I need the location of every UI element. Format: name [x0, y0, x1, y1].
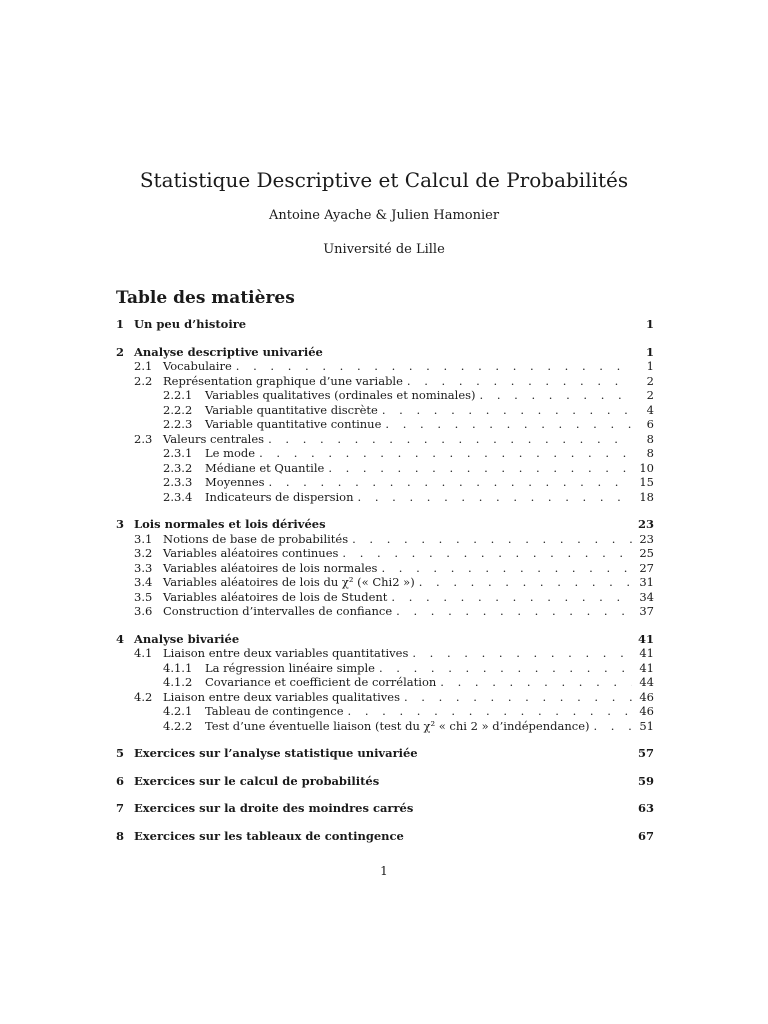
toc-leader-dots [259, 446, 632, 461]
toc-entry-title: Vocabulaire [163, 359, 232, 373]
toc-entry-page: 63 [637, 801, 654, 815]
toc-entry-page: 51 [639, 718, 654, 733]
toc-leader-dots [269, 475, 632, 490]
toc-entry-page: 44 [639, 675, 654, 689]
toc-entry-number: 3.4 [134, 575, 153, 589]
toc-subsubsection [116, 461, 654, 476]
toc-entry-number: 4.1.2 [163, 675, 193, 689]
toc-entry-number: 7 [116, 801, 125, 815]
toc-entry-number: 5 [116, 746, 125, 760]
toc-subsection [116, 432, 654, 447]
toc-subsection [116, 575, 654, 590]
toc-entry-title: La régression linéaire simple [205, 660, 375, 675]
toc-entry-title: Analyse bivariée [134, 631, 240, 646]
toc-subsubsection [116, 490, 654, 505]
toc-entry-title: Médiane et Quantile [205, 460, 325, 475]
toc-section-block [116, 517, 654, 619]
toc-entry-title: Variables aléatoires de lois du χ² (« Chi2 ») [163, 575, 415, 589]
toc-entry-page: 46 [639, 689, 654, 704]
toc-leader-dots [404, 690, 632, 705]
toc-leader-dots [593, 719, 632, 734]
toc-entry-title: Variables qualitatives (ordinales et nominales) [205, 388, 476, 402]
toc-leader-dots [268, 432, 632, 447]
toc-entry-page: 2 [646, 373, 654, 388]
toc-entry-number: 4.2.2 [163, 718, 193, 733]
toc-entry-title: Covariance et coefficient de corrélation [205, 675, 437, 689]
toc-entry-page: 25 [639, 546, 654, 560]
toc-subsection [116, 646, 654, 661]
toc-section [116, 317, 654, 332]
toc-leader-dots [396, 604, 632, 619]
toc-entry-page: 31 [639, 575, 654, 589]
toc-entry-page: 2 [646, 388, 654, 402]
toc-entry-title: Notions de base de probabilités [163, 531, 349, 546]
toc-entry-number: 2.3.1 [163, 446, 193, 460]
toc-entry-title: Exercices sur la droite des moindres carrés [134, 801, 414, 815]
toc-subsubsection [116, 719, 654, 734]
toc-subsection [116, 359, 654, 374]
toc-entry-number: 3.1 [134, 531, 153, 546]
toc-entry-number: 2.2 [134, 373, 153, 388]
toc-leader-dots [328, 461, 632, 476]
toc-entry-number: 2.2.3 [163, 417, 193, 431]
toc-leader-dots [382, 403, 632, 418]
toc-entry-number: 2.3.3 [163, 475, 193, 489]
toc-leader-dots [236, 359, 632, 374]
toc-entry-number: 4.1 [134, 646, 153, 660]
toc-entry-page: 67 [637, 828, 654, 843]
toc-entry-page: 57 [637, 746, 654, 760]
toc-leader-dots [342, 546, 632, 561]
toc-entry-number: 2.2.2 [163, 402, 193, 417]
toc-entry-number: 4.1.1 [163, 660, 193, 675]
toc-entry-page: 10 [639, 460, 654, 475]
toc-entry-title: Analyse descriptive univariée [134, 344, 323, 359]
toc-subsubsection [116, 661, 654, 676]
toc-entry-page: 46 [639, 704, 654, 718]
toc-entry-page: 4 [646, 402, 654, 417]
toc-entry-title: Test d’une éventuelle liaison (test du χ² « chi 2 » d’indépendance) [205, 718, 590, 733]
toc-entry-title: Tableau de contingence [205, 704, 344, 718]
toc-leader-dots [385, 417, 632, 432]
toc-entry-number: 2.3 [134, 431, 153, 446]
toc-entry-number: 2 [116, 344, 125, 359]
toc-section-block [116, 345, 654, 505]
toc-section [116, 746, 654, 761]
toc-entry-number: 4 [116, 631, 125, 646]
toc-entry-page: 37 [639, 604, 654, 618]
toc-section [116, 801, 654, 816]
toc-entry-page: 59 [637, 773, 654, 788]
toc-leader-dots [480, 388, 632, 403]
toc-subsubsection [116, 403, 654, 418]
toc-subsection [116, 374, 654, 389]
toc-entry-page: 1 [646, 359, 654, 373]
toc-heading: Table des matières [116, 288, 295, 308]
toc-subsubsection [116, 675, 654, 690]
toc-subsubsection [116, 388, 654, 403]
toc-leader-dots [381, 561, 632, 576]
toc-subsubsection [116, 446, 654, 461]
page-number: 1 [380, 864, 388, 878]
toc-entry-number: 4.2 [134, 689, 153, 704]
toc-entry-page: 23 [639, 531, 654, 546]
toc-section [116, 517, 654, 532]
toc-entry-title: Exercices sur l’analyse statistique univariée [134, 746, 418, 760]
toc-subsection [116, 690, 654, 705]
toc-entry-page: 8 [646, 431, 654, 446]
toc-section [116, 774, 654, 789]
toc-entry-title: Indicateurs de dispersion [205, 489, 354, 504]
toc-entry-number: 2.3.4 [163, 489, 193, 504]
toc-entry-number: 3.2 [134, 546, 153, 560]
toc-section-block [116, 317, 654, 332]
document-title: Statistique Descriptive et Calcul de Probabilités [139, 168, 629, 192]
document-authors: Antoine Ayache & Julien Hamonier [268, 208, 500, 223]
table-of-contents [116, 317, 654, 843]
toc-section-block [116, 774, 654, 789]
toc-section [116, 345, 654, 360]
toc-entry-page: 27 [639, 560, 654, 575]
toc-leader-dots [407, 374, 632, 389]
toc-entry-title: Variables aléatoires continues [163, 546, 339, 560]
toc-entry-number: 8 [116, 828, 125, 843]
toc-entry-title: Liaison entre deux variables qualitatives [163, 689, 400, 704]
toc-entry-title: Variable quantitative continue [205, 417, 382, 431]
toc-leader-dots [379, 661, 632, 676]
toc-entry-page: 41 [639, 646, 654, 660]
toc-entry-title: Valeurs centrales [163, 431, 265, 446]
toc-subsection [116, 532, 654, 547]
toc-entry-number: 4.2.1 [163, 704, 193, 718]
toc-entry-number: 3.6 [134, 604, 153, 618]
toc-entry-number: 3 [116, 517, 125, 531]
toc-entry-page: 1 [645, 344, 654, 359]
toc-entry-number: 2.2.1 [163, 388, 193, 402]
toc-entry-title: Variable quantitative discrète [205, 402, 378, 417]
toc-entry-number: 2.3.2 [163, 460, 193, 475]
toc-leader-dots [358, 490, 632, 505]
toc-entry-page: 23 [637, 517, 654, 531]
toc-entry-title: Liaison entre deux variables quantitatives [163, 646, 409, 660]
toc-entry-title: Variables aléatoires de lois normales [163, 560, 378, 575]
toc-leader-dots [348, 704, 632, 719]
toc-subsection [116, 604, 654, 619]
toc-subsection [116, 561, 654, 576]
toc-entry-title: Représentation graphique d’une variable [163, 373, 403, 388]
toc-entry-title: Lois normales et lois dérivées [134, 517, 326, 531]
toc-leader-dots [440, 675, 632, 690]
toc-section [116, 829, 654, 844]
toc-entry-page: 8 [646, 446, 654, 460]
toc-subsubsection [116, 417, 654, 432]
toc-section-block [116, 829, 654, 844]
toc-entry-title: Exercices sur le calcul de probabilités [134, 773, 380, 788]
toc-leader-dots [419, 575, 632, 590]
toc-subsection [116, 546, 654, 561]
toc-entry-number: 1 [116, 317, 125, 331]
toc-subsubsection [116, 704, 654, 719]
toc-section-block [116, 801, 654, 816]
toc-entry-page: 15 [639, 475, 654, 489]
toc-entry-page: 41 [639, 660, 654, 675]
toc-entry-title: Moyennes [205, 475, 265, 489]
toc-entry-number: 6 [116, 773, 125, 788]
toc-subsection [116, 590, 654, 605]
toc-entry-page: 34 [639, 589, 654, 604]
toc-entry-title: Le mode [205, 446, 256, 460]
toc-leader-dots [391, 590, 632, 605]
toc-entry-page: 1 [645, 317, 654, 331]
toc-entry-title: Exercices sur les tableaux de contingence [134, 828, 404, 843]
toc-entry-page: 41 [637, 631, 654, 646]
toc-entry-page: 18 [639, 489, 654, 504]
toc-entry-title: Variables aléatoires de lois de Student [163, 589, 388, 604]
toc-section-block [116, 746, 654, 761]
toc-entry-number: 3.3 [134, 560, 153, 575]
toc-section-block [116, 632, 654, 734]
toc-entry-title: Un peu d’histoire [134, 317, 247, 331]
toc-entry-number: 2.1 [134, 359, 153, 373]
toc-entry-title: Construction d’intervalles de confiance [163, 604, 393, 618]
toc-subsubsection [116, 475, 654, 490]
toc-entry-page: 6 [646, 417, 654, 431]
toc-leader-dots [412, 646, 632, 661]
document-affiliation: Université de Lille [323, 242, 445, 257]
toc-section [116, 632, 654, 647]
toc-entry-number: 3.5 [134, 589, 153, 604]
toc-leader-dots [352, 532, 632, 547]
